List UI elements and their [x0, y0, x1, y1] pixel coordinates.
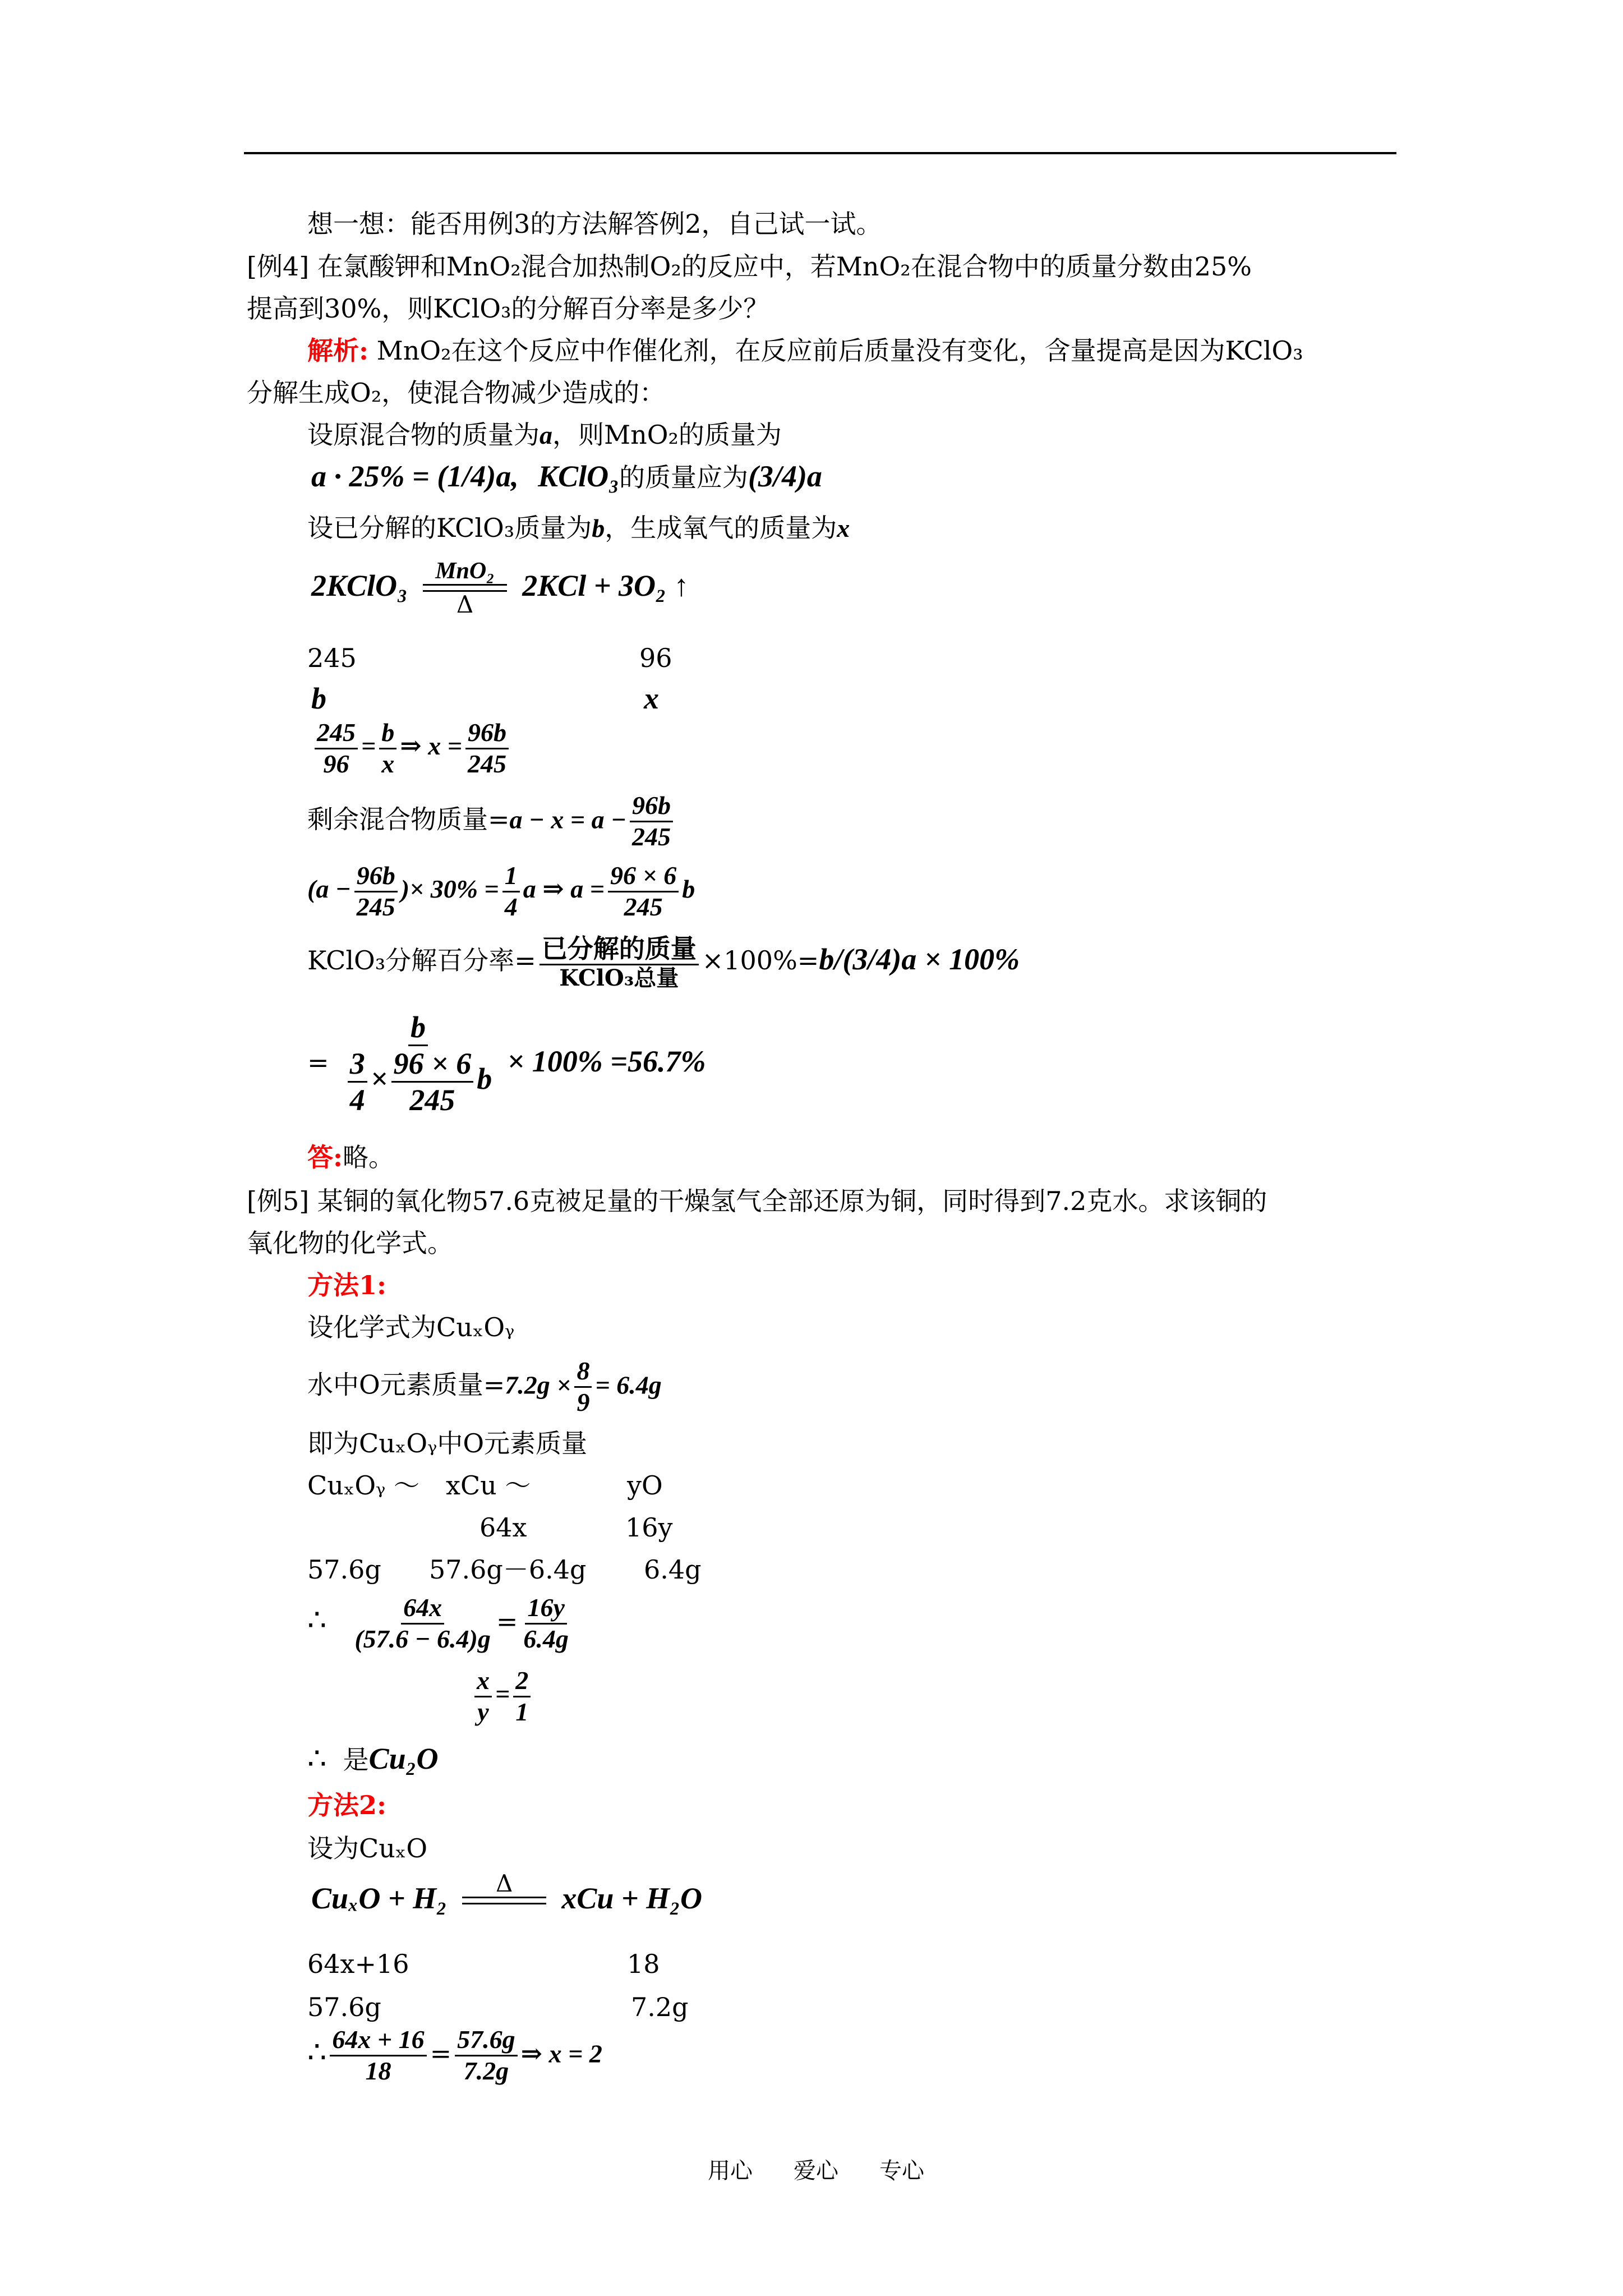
- final-den-d2: 245: [409, 1083, 455, 1117]
- remain-num: 96b: [630, 791, 673, 822]
- m1-row2-c: 16y: [625, 1512, 673, 1543]
- set1-text: 设原混合物的质量为: [307, 420, 540, 450]
- header-rule: [244, 152, 1396, 154]
- m1-row3-c: 6.4g: [644, 1554, 702, 1585]
- footer-a: 用心: [708, 2158, 753, 2184]
- m1-eq: [307, 1593, 574, 1654]
- m1-eq-n1: 64x: [401, 1593, 444, 1625]
- m2-eq-n2: 57.6g: [455, 2025, 518, 2056]
- eq3-d2: 4: [504, 892, 518, 921]
- eq3-a: (a −: [307, 874, 351, 903]
- ex4-eq1: [311, 461, 822, 491]
- rxn-left: 2KClO₃: [311, 569, 408, 603]
- rxn-right: 2KCl + 3O₂ ↑: [522, 569, 689, 603]
- eq3-d: b: [682, 874, 695, 903]
- m2-eq-d2: 7.2g: [463, 2056, 509, 2085]
- eq3-n2: 1: [502, 861, 520, 892]
- m1-xy-n2: 2: [513, 1666, 531, 1697]
- ex4-set1: [307, 422, 782, 448]
- method2-set: 设为CuₓO: [307, 1833, 428, 1864]
- m1-eq-n2: 16y: [525, 1593, 566, 1625]
- remain-expr: a − x = a −: [509, 805, 627, 834]
- water-a: 7.2g ×: [505, 1370, 571, 1400]
- m1-eq-d1: (57.6 − 6.4)g: [354, 1624, 491, 1653]
- answer-text: 略。: [342, 1142, 394, 1172]
- m1-xy: [471, 1666, 534, 1727]
- m2-eq-tail: ⇒ x = 2: [520, 2039, 602, 2068]
- m1-xy-n: x: [474, 1666, 492, 1697]
- ex4-final: [307, 1010, 706, 1117]
- method1-label: 方法1:: [307, 1270, 386, 1300]
- m2-r1-b: 18: [627, 1949, 660, 1979]
- ex4-eq3: [307, 861, 695, 922]
- ex4-question-line1: [例4] 在氯酸钾和MnO₂混合加热制O₂的反应中，若MnO₂在混合物中的质量分数由25%: [247, 251, 1252, 282]
- rate-tail: ×100%=: [702, 945, 819, 976]
- eq1-left: a · 25% = (1/4)a,: [311, 459, 519, 493]
- ratio-implies: ⇒ x =: [400, 731, 462, 760]
- remain-den: 245: [632, 822, 671, 851]
- remain-label: 剩余混合物质量=: [307, 804, 510, 835]
- eq3-c: a ⇒ a =: [523, 874, 605, 903]
- ratio-d3: 245: [467, 749, 506, 778]
- m2-rxn-left: CuₓO + H₂: [311, 1881, 447, 1916]
- rate-expr: b/(3/4)a × 100%: [819, 942, 1020, 976]
- therefore-symbol-2: ∴: [307, 1741, 327, 1776]
- m1-row3-a: 57.6g: [307, 1554, 381, 1585]
- water-label: 水中O元素质量=: [307, 1369, 505, 1400]
- m1-row1-a: CuₓOᵧ ～: [307, 1470, 419, 1501]
- answer-label: 答:: [307, 1142, 343, 1172]
- set2-var-x: x: [837, 514, 850, 542]
- var-b: b: [311, 682, 326, 715]
- eq3-b: )× 30% =: [400, 874, 499, 903]
- ex4-question-line2: 提高到30%，则KClO₃的分解百分率是多少？: [247, 293, 769, 324]
- rxn-arrow: [423, 558, 507, 618]
- rate-den: KClO₃总量: [559, 964, 679, 991]
- m1-row3-b: 57.6g－6.4g: [429, 1554, 587, 1585]
- m1-result: [307, 1743, 438, 1774]
- eq3-num: 96b: [354, 861, 398, 892]
- therefore-symbol-3: ∴: [307, 2034, 327, 2070]
- therefore-symbol: ∴: [307, 1602, 327, 1638]
- ex5-question-line1: [例5] 某铜的氧化物57.6克被足量的干燥氢气全部还原为铜，同时得到7.2克水。求该铜的: [247, 1186, 1267, 1216]
- footer-c: 专心: [879, 2158, 924, 2184]
- final-eq: =: [307, 1047, 329, 1078]
- method1-water: [307, 1356, 662, 1418]
- ex4-rate: [307, 934, 1020, 991]
- m245: 245: [307, 643, 357, 673]
- m2-rxn-right: xCu + H₂O: [561, 1881, 702, 1916]
- set2-mid: ，生成氧气的质量为: [605, 513, 837, 543]
- m2-r2-a: 57.6g: [307, 1992, 381, 2022]
- ratio-n2: b: [379, 718, 396, 749]
- final-den-b: b: [477, 1062, 492, 1096]
- water-n: 8: [574, 1356, 592, 1388]
- m1-is2: 是: [343, 1745, 369, 1775]
- ratio-d2: x: [381, 749, 395, 778]
- m96: 96: [639, 643, 672, 673]
- final-tail: × 100% =56.7%: [507, 1045, 706, 1079]
- set1-var: a: [540, 421, 552, 449]
- set2-text: 设已分解的KClO₃质量为: [307, 513, 592, 543]
- ratio-n3: 96b: [465, 718, 509, 749]
- rxn-condition: Δ: [456, 591, 474, 619]
- m1-xy-d: y: [477, 1697, 489, 1726]
- m1-xy-d2: 1: [515, 1697, 529, 1726]
- eq1-right: (3/4)a: [748, 459, 822, 493]
- m1-xy-eq: =: [495, 1679, 510, 1708]
- m1-eq-eq: =: [496, 1606, 518, 1637]
- eq3-d3: 245: [624, 892, 663, 921]
- final-den-n: 3: [348, 1046, 367, 1083]
- rxn-catalyst: MnO₂: [435, 558, 495, 584]
- ratio-n1: 245: [315, 718, 358, 749]
- method2-label: 方法2:: [307, 1790, 386, 1820]
- m2-reaction: [311, 1871, 702, 1930]
- ratio-d1: 96: [323, 749, 349, 778]
- final-den-d: 4: [349, 1083, 365, 1117]
- ex4-analysis-line2: 分解生成O₂，使混合物减少造成的：: [247, 378, 666, 408]
- m2-eq: [307, 2025, 602, 2086]
- eq3-den: 245: [356, 892, 395, 921]
- ex4-analysis-line1: [307, 335, 1303, 366]
- final-num: b: [408, 1010, 428, 1046]
- m2-eq-n1: 64x + 16: [330, 2025, 426, 2056]
- eq3-n3: 96 × 6: [608, 861, 679, 892]
- set2-var-b: b: [592, 514, 605, 542]
- ex4-remain: [307, 791, 676, 852]
- m1-row1-b: xCu ～: [446, 1470, 531, 1501]
- m2-eq-eq: =: [430, 2038, 452, 2069]
- final-den-times: ×: [370, 1062, 388, 1096]
- water-d: 9: [577, 1387, 590, 1416]
- m2-rxn-arrow: [462, 1871, 546, 1930]
- m1-row1-c: yO: [627, 1470, 663, 1501]
- method1-is: 即为CuₓOᵧ中O元素质量: [307, 1428, 588, 1458]
- water-b: = 6.4g: [595, 1370, 662, 1400]
- rate-num: 已分解的质量: [540, 934, 699, 965]
- ex5-question-line2: 氧化物的化学式。: [247, 1228, 453, 1258]
- analysis-label: 解析:: [307, 335, 368, 366]
- m1-row2-b: 64x: [479, 1512, 527, 1543]
- eq1-mid: 的质量应为: [619, 462, 748, 493]
- ex4-set2: [307, 515, 850, 541]
- set1-tail: ，则MnO₂的质量为: [552, 420, 782, 450]
- m2-rxn-condition: Δ: [496, 1870, 513, 1897]
- ratio-eq: =: [361, 731, 376, 760]
- m1-eq-d2: 6.4g: [523, 1624, 569, 1653]
- ex4-answer: [307, 1144, 394, 1170]
- m2-eq-d1: 18: [365, 2056, 391, 2085]
- eq1-kclo3: KClO₃: [538, 459, 619, 493]
- m1-formula: Cu₂O: [368, 1742, 439, 1775]
- m2-r2-b: 7.2g: [631, 1992, 689, 2022]
- ex4-ratio: [311, 718, 512, 779]
- final-den-n2: 96 × 6: [391, 1046, 474, 1083]
- method1-set: 设化学式为CuₓOᵧ: [307, 1312, 515, 1342]
- m2-r1-a: 64x+16: [307, 1949, 409, 1979]
- ex4-reaction: [311, 558, 689, 618]
- rate-label: KClO₃分解百分率=: [307, 945, 536, 976]
- var-x: x: [644, 682, 659, 715]
- think-line: 想一想：能否用例3的方法解答例2，自己试一试。: [307, 209, 882, 239]
- analysis-text1: MnO₂在这个反应中作催化剂，在反应前后质量没有变化，含量提高是因为KClO₃: [368, 335, 1303, 366]
- footer-b: 爱心: [794, 2158, 838, 2184]
